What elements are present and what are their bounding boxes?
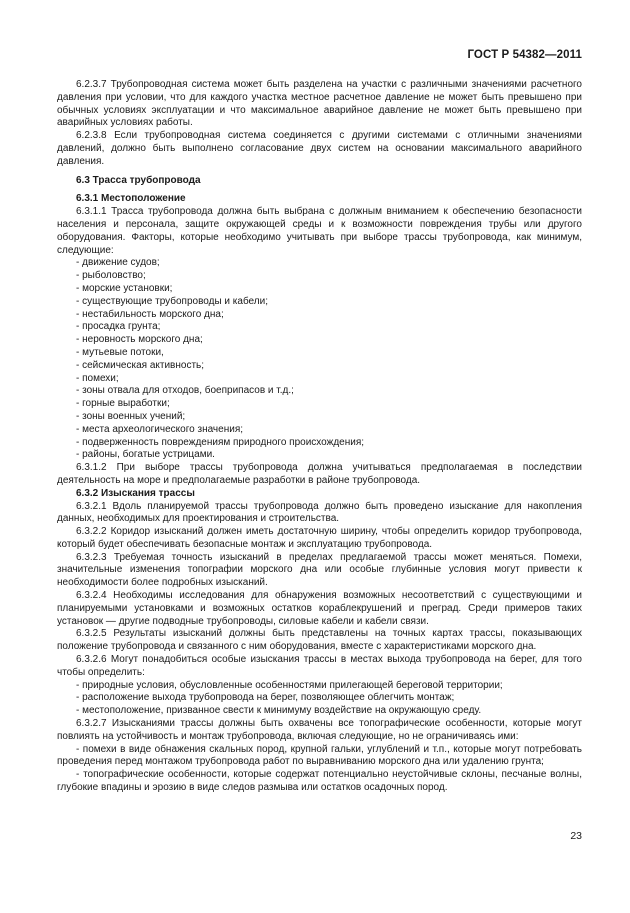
list-item: - существующие трубопроводы и кабели; bbox=[76, 295, 268, 307]
paragraph-6-2-3-7: 6.2.3.7 Трубопроводная система может быть разделена на участки с различными значениями расчетного давления при условии, что для каждого участка местное расчетное давление не может быть превышено при обычных условиях эксплуатации и что максимальное аварийное давление не может быть превышено при аварийных условиях работы. bbox=[57, 79, 582, 129]
page-body bbox=[57, 79, 582, 795]
subsection-heading-6-3-2: 6.3.2 Изыскания трассы bbox=[76, 487, 195, 499]
section-heading-6-3: 6.3 Трасса трубопровода bbox=[76, 174, 201, 186]
list-item: - неровность морского дна; bbox=[76, 334, 203, 346]
paragraph-6-3-2-3: 6.3.2.3 Требуемая точность изысканий в пределах предлагаемой трассы может меняться. Помехи, значительные изменения топографии морского дна или особые глубинные условия могут привести к необходимости более подробных изысканий. bbox=[57, 551, 582, 589]
paragraph-6-3-1-1: 6.3.1.1 Трасса трубопровода должна быть выбрана с должным вниманием к обеспечению безопасности населения и персонала, защите окружающей среды и к возможности повреждения трубы или другого оборудования. Факторы, которые необходимо учитывать при выборе трассы трубопровода, как минимум, следующие: bbox=[57, 206, 582, 256]
paragraph-6-3-2-7: 6.3.2.7 Изысканиями трассы должны быть охвачены все топографические особенности, которые могут повлиять на устойчивость и монтаж трубопровода, включая следующие, но не ограничиваясь ими: bbox=[57, 718, 582, 742]
paragraph-6-3-2-6: 6.3.2.6 Могут понадобиться особые изыскания трассы в местах выхода трубопровода на берег, для того чтобы определить: bbox=[57, 654, 582, 678]
list-item: - зоны отвала для отходов, боеприпасов и т.д.; bbox=[76, 385, 294, 397]
list-item: - мутьевые потоки, bbox=[76, 346, 164, 358]
list-item: - подверженность повреждениям природного происхождения; bbox=[76, 436, 365, 448]
page-number: 23 bbox=[570, 830, 582, 842]
list-item: - помехи; bbox=[76, 372, 119, 384]
list-item: - морские установки; bbox=[76, 282, 173, 294]
paragraph-6-3-1-2: 6.3.1.2 При выборе трассы трубопровода должна учитываться предполагаемая в последствии деятельность на море и предполагаемые разработки в районе трубопровода. bbox=[57, 462, 582, 486]
list-item: - горные выработки; bbox=[76, 398, 170, 410]
list-item: - местоположение, призванное свести к минимуму воздействие на окружающую среду. bbox=[76, 705, 482, 717]
document-header: ГОСТ Р 54382—2011 bbox=[467, 49, 582, 61]
paragraph-6-3-2-5: 6.3.2.5 Результаты изысканий должны быть представлены на точных картах трассы, показывающих положение трубопровода и связанного с ним оборудования, вместе с характеристиками морского дна. bbox=[57, 628, 582, 653]
paragraph-6-3-2-7-item-b: - топографические особенности, которые содержат потенциально неустойчивые склоны, песчаные волны, глубокие впадины и эрозию в виде следов размыва или остатков осадочных пород. bbox=[57, 769, 582, 794]
list-item: - расположение выхода трубопровода на берег, позволяющее облегчить монтаж; bbox=[76, 692, 455, 704]
list-item: - просадка грунта; bbox=[76, 321, 161, 333]
list-item: - районы, богатые устрицами. bbox=[76, 449, 215, 461]
list-item: - места археологического значения; bbox=[76, 423, 244, 435]
list-item: - рыболовство; bbox=[76, 270, 146, 282]
list-item: - нестабильность морского дна; bbox=[76, 308, 224, 320]
list-item: - движение судов; bbox=[76, 257, 160, 269]
route-factors-list bbox=[57, 257, 582, 462]
paragraph-6-3-2-2: 6.3.2.2 Коридор изысканий должен иметь достаточную ширину, чтобы определить коридор трубопровода, который будет обеспечивать безопасные монтаж и эксплуатацию трубопровода. bbox=[57, 526, 582, 550]
list-item: - сейсмическая активность; bbox=[76, 359, 205, 371]
list-item: - природные условия, обусловленные особенностями прилегающей береговой территории; bbox=[76, 679, 503, 691]
paragraph-6-3-2-7-item-a: - помехи в виде обнажения скальных пород, крупной гальки, углублений и т.п., которые могут потребовать проведения перед монтажом трубопровода работ по выравниванию морского дна или удалению грунта; bbox=[57, 743, 582, 768]
list-item: - зоны военных учений; bbox=[76, 410, 186, 422]
paragraph-6-3-2-1: 6.3.2.1 Вдоль планируемой трассы трубопровода должно быть проведено изыскание для накопления данных, необходимых для проектирования и строительства. bbox=[57, 500, 582, 525]
subsection-heading-6-3-1: 6.3.1 Местоположение bbox=[76, 193, 186, 205]
landfall-list bbox=[57, 680, 582, 718]
paragraph-6-2-3-8: 6.2.3.8 Если трубопроводная система соединяется с другими системами с отличными значениями давлений, должно быть выполнено согласование двух систем на основании максимального аварийного давления. bbox=[57, 130, 582, 167]
paragraph-6-3-2-4: 6.3.2.4 Необходимы исследования для обнаружения возможных несоответствий с существующими и планируемыми установками и возможных остатков кораблекрушений и преград. Среди примеров таких установок — другие подводные трубопроводы, силовые кабели и кабели связи. bbox=[57, 590, 582, 627]
